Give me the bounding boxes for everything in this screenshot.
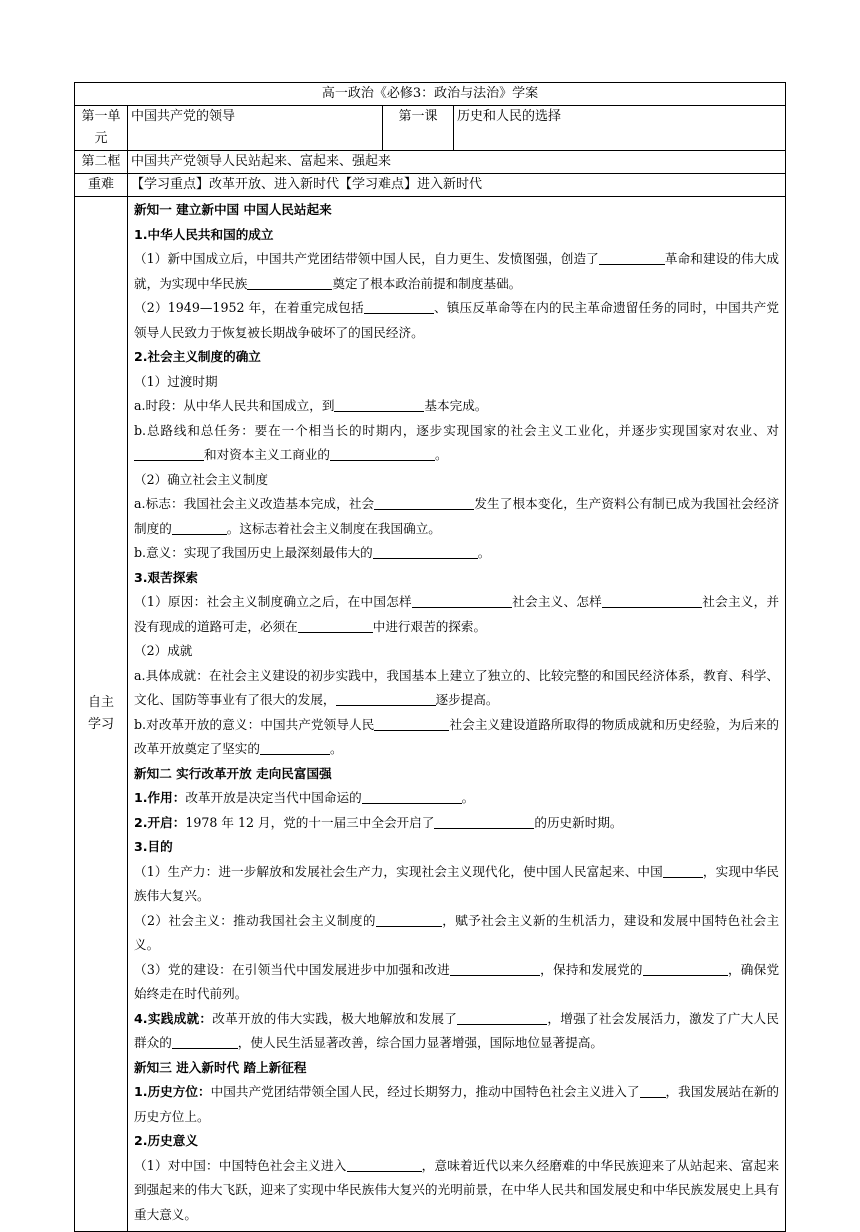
text-run: ，赋予社会主义新的生机活力，建设和发展中国特色社会主义。 [134, 912, 780, 952]
unit-value: 中国共产党的领导 [128, 106, 383, 151]
text-run: 逐步提高。 [435, 692, 499, 707]
text-run: （2）1949—1952 年，在着重完成包括 [134, 300, 364, 315]
fill-blank[interactable] [643, 960, 728, 976]
fill-blank[interactable] [172, 519, 227, 535]
text-run: 。 [477, 545, 491, 560]
fill-blank[interactable] [336, 690, 436, 706]
fill-blank[interactable] [362, 788, 462, 804]
unit-row [75, 106, 786, 151]
side-label-text: 自主学习 [87, 695, 114, 732]
section-1-2-heading: 2.社会主义制度的确立 [134, 349, 261, 364]
fill-blank[interactable] [457, 1009, 547, 1025]
focus-row [75, 174, 786, 197]
fill-blank[interactable] [663, 862, 703, 878]
text-run: a.标志：我国社会主义改造基本完成，社会 [134, 496, 375, 511]
inline-heading: 2.开启： [134, 814, 186, 830]
fill-blank[interactable] [134, 445, 204, 461]
text-run: b.总路线和总任务：要在一个相当长的时期内，逐步实现国家的社会主义工业化，并逐步实现国家对农业、对 [134, 422, 780, 438]
text-run: （1）新中国成立后，中国共产党团结带领中国人民，自力更生、发愤图强，创造了 [134, 251, 599, 266]
text-run: 奠定了根本政治前提和制度基础。 [332, 275, 522, 291]
paragraph [134, 247, 779, 296]
section-2-3-heading: 3.目的 [134, 839, 173, 854]
fill-blank[interactable] [376, 911, 442, 927]
text-run: 社会主义建设道路所取得的物质成就和历史经验，为后来的改革开放奠定了坚实的 [134, 716, 780, 756]
text-run: （1）原因：社会主义制度确立之后，在中国怎样 [134, 594, 412, 609]
content-cell [128, 197, 786, 1232]
fill-blank[interactable] [347, 1156, 422, 1172]
text-run: 、镇压反革命等在内的民主革命遗留任务的同时，中国共产党领导人民致力于恢复被长期战争破坏了的国民经济。 [134, 300, 780, 340]
fill-blank[interactable] [364, 298, 434, 314]
text-run: （3）党的建设：在引领当代中国发展进步中加强和改进 [134, 961, 450, 977]
text-run: 改革开放是决定当代中国命运的 [185, 790, 362, 805]
text-run: ，保持和发展党的 [539, 961, 643, 977]
text-run: ，我国发展站在新的历史方位上。 [134, 1084, 780, 1124]
section-2-title: 新知二 实行改革开放 走向民富国强 [134, 765, 332, 781]
fill-blank[interactable] [374, 494, 474, 510]
study-guide-table [74, 82, 786, 1232]
paragraph [134, 590, 779, 639]
paragraph [134, 1007, 779, 1056]
text-run: （1）对中国：中国特色社会主义进入 [134, 1157, 347, 1173]
subheading: （1）过渡时期 [134, 373, 218, 389]
text-run: a.时段：从中华人民共和国成立，到 [134, 398, 335, 413]
section-3-title: 新知三 进入新时代 踏上新征程 [134, 1059, 307, 1075]
title-row [75, 83, 786, 106]
fill-blank[interactable] [172, 1033, 238, 1049]
fill-blank[interactable] [334, 396, 424, 412]
text-run: 1978 年 12 月，党的十一届三中全会开启了 [185, 814, 435, 830]
text-run: ，确保党始终走在时代前列。 [134, 961, 780, 1001]
text-run: 的历史新时期。 [534, 814, 623, 830]
text-run: ，增强了社会发展活力，激发了广大人民群众的 [134, 1010, 780, 1050]
paragraph [134, 713, 779, 762]
fill-blank[interactable] [599, 249, 665, 265]
unit-label: 第一单元 [75, 106, 128, 151]
text-run: 改革开放的伟大实践，极大地解放和发展了 [212, 1010, 458, 1026]
text-run: ，意味着近代以来久经磨难的中华民族迎来了从站起来、富起来到强起来的伟大飞跃，迎来了实现中华民族伟大复兴的光明前景，在中华人民共和国发展史和中华民族发展史上具有重大意义。 [134, 1157, 780, 1222]
frame-label: 第二框 [75, 151, 128, 174]
paragraph [134, 811, 779, 836]
page-title: 高一政治《必修3：政治与法治》学案 [75, 83, 786, 106]
paragraph [134, 1080, 779, 1129]
text-run: 发生了根本变化，生产资料公有制已成为我国社会经济制度的 [134, 496, 780, 536]
section-1-3-heading: 3.艰苦探索 [134, 569, 198, 585]
fill-blank[interactable] [640, 1082, 666, 1098]
text-run: （2）社会主义：推动我国社会主义制度的 [134, 912, 376, 928]
content-row [75, 197, 786, 1232]
frame-row [75, 151, 786, 174]
paragraph [134, 492, 779, 541]
fill-blank[interactable] [260, 739, 330, 755]
inline-heading: 4.实践成就： [134, 1010, 213, 1026]
section-1-title: 新知一 建立新中国 中国人民站起来 [134, 202, 332, 217]
text-run: 。这标志着社会主义制度在我国确立。 [226, 520, 441, 536]
section-3-2-heading: 2.历史意义 [134, 1133, 198, 1148]
fill-blank[interactable] [374, 715, 449, 731]
text-run: 社会主义、怎样 [511, 594, 603, 609]
frame-value: 中国共产党领导人民站起来、富起来、强起来 [128, 151, 786, 174]
lesson-label: 第一课 [383, 106, 454, 151]
lesson-value: 历史和人民的选择 [454, 106, 786, 151]
text-run: 中进行艰苦的探索。 [372, 618, 487, 634]
text-run: b.意义：实现了我国历史上最深刻最伟大的 [134, 545, 373, 560]
fill-blank[interactable] [450, 960, 540, 976]
text-run: 。 [461, 790, 475, 805]
text-run: 社会主义，并没有现成的道路可走，必须在 [134, 594, 780, 634]
text-run: b.对改革开放的意义：中国共产党领导人民 [134, 716, 375, 732]
paragraph [134, 909, 779, 958]
text-run: ，使人民生活显著改善，综合国力显著增强，国际地位显著提高。 [237, 1035, 603, 1050]
paragraph [134, 860, 779, 909]
focus-value: 【学习重点】改革开放、进入新时代【学习难点】进入新时代 [128, 174, 786, 197]
paragraph [134, 786, 779, 811]
paragraph [134, 419, 779, 468]
text-run: 中国共产党团结带领全国人民，经过长期努力，推动中国特色社会主义进入了 [210, 1084, 640, 1099]
text-run: ，实现中华民族伟大复兴。 [134, 863, 780, 903]
subheading: （2）确立社会主义制度 [134, 471, 268, 487]
paragraph [134, 958, 779, 1007]
fill-blank[interactable] [298, 617, 373, 633]
inline-heading: 1.作用： [134, 790, 186, 805]
text-run: 。 [329, 741, 343, 756]
fill-blank[interactable] [434, 813, 534, 829]
text-run: 革命和建设的伟大成就，为实现中华民族 [134, 251, 780, 291]
paragraph [134, 664, 779, 713]
focus-label: 重难 [75, 174, 128, 197]
text-run: （1）生产力：进一步解放和发展社会生产力，实现社会主义现代化，使中国人民富起来、中国 [134, 863, 663, 879]
section-1-1-heading: 1.中华人民共和国的成立 [134, 226, 274, 242]
text-run: a.具体成就：在社会主义建设的初步实践中，我国基本上建立了独立的、比较完整的和国民经济体系，教育、科学、文化、国防等事业有了很大的发展， [134, 667, 780, 707]
paragraph [134, 296, 779, 345]
fill-blank[interactable] [330, 445, 435, 461]
fill-blank[interactable] [602, 592, 702, 608]
inline-heading: 1.历史方位： [134, 1084, 211, 1099]
subheading: （2）成就 [134, 643, 193, 658]
text-run: 基本完成。 [424, 398, 488, 413]
text-run: 。 [434, 447, 448, 462]
text-run: 和对资本主义工商业的 [204, 447, 330, 462]
side-label [75, 197, 128, 1232]
fill-blank[interactable] [373, 543, 478, 559]
paragraph [134, 394, 779, 419]
fill-blank[interactable] [412, 592, 512, 608]
paragraph [134, 541, 779, 566]
fill-blank[interactable] [247, 274, 332, 290]
